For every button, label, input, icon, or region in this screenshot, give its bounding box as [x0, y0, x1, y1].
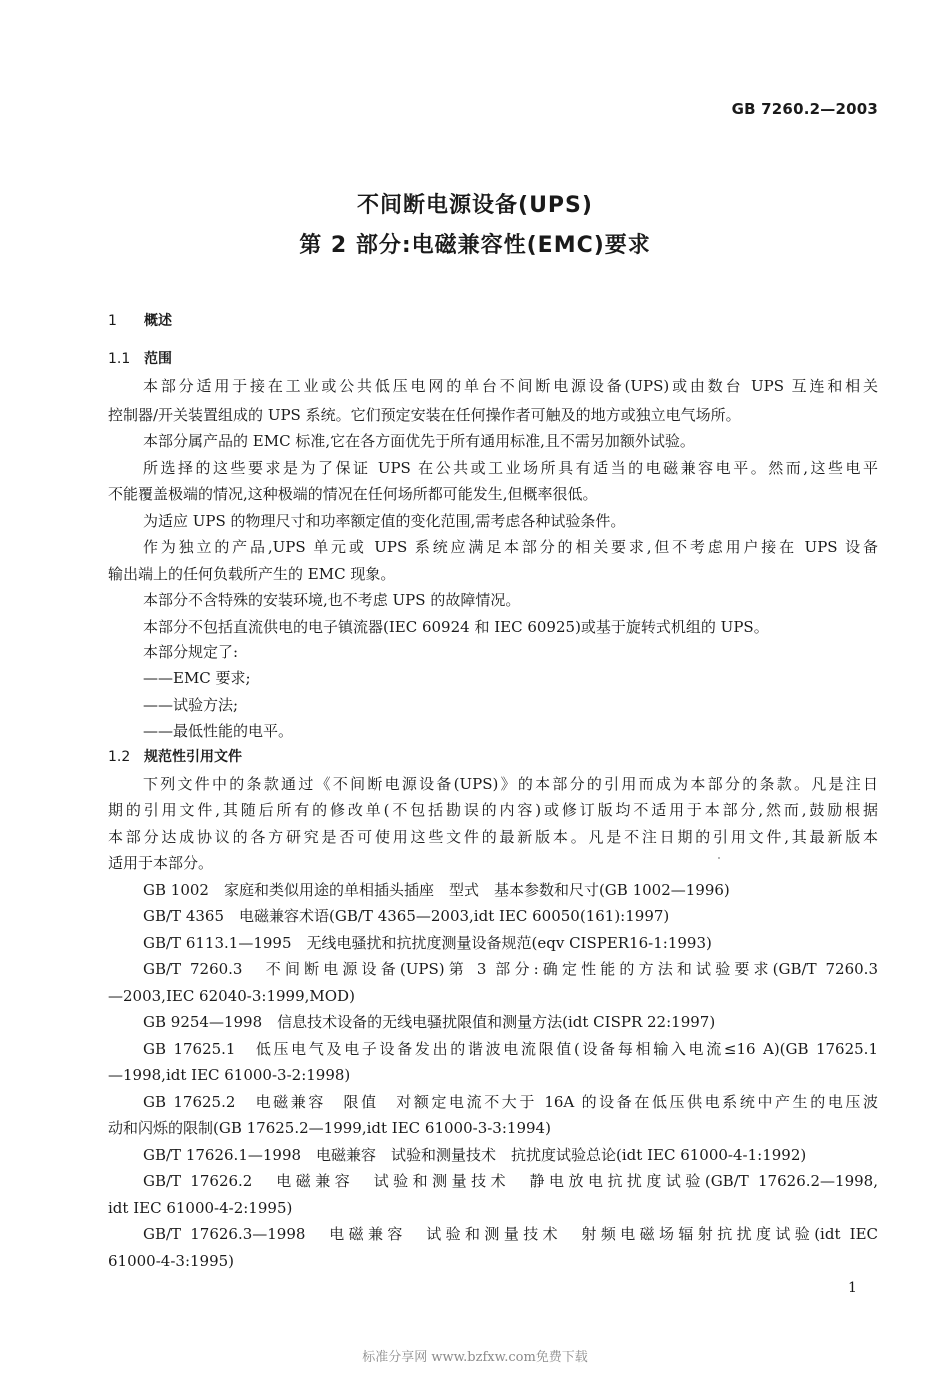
scan-speck [718, 857, 720, 859]
paragraph-line: 本部分适用于接在工业或公共低压电网的单台不间断电源设备(UPS)或由数台 UPS 互连和相关 [143, 377, 878, 395]
footer-watermark: 标准分享网 www.bzfxw.com免费下载 [362, 1350, 588, 1365]
section-heading [108, 311, 878, 331]
reference-line: GB/T 6113.1—1995 无线电骚扰和抗扰度测量设备规范(eqv CISPER16-1:1993) [143, 934, 712, 952]
section-title: 概述 [144, 313, 172, 329]
reference-line: GB 17625.2 电磁兼容 限值 对额定电流不大于 16A 的设备在低压供电系统中产生的电压波 [143, 1093, 878, 1111]
paragraph-line: 为适应 UPS 的物理尺寸和功率额定值的变化范围,需考虑各种试验条件。 [143, 512, 626, 530]
subsection-heading [108, 349, 878, 369]
subsection-number: 1.1 [108, 351, 131, 367]
reference-line: GB/T 4365 电磁兼容术语(GB/T 4365—2003,idt IEC 60050(161):1997) [143, 907, 670, 925]
paragraph-line: 输出端上的任何负载所产生的 EMC 现象。 [108, 565, 396, 583]
reference-line: GB/T 17626.1—1998 电磁兼容 试验和测量技术 抗扰度试验总论(idt IEC 61000-4-1:1992) [143, 1146, 807, 1164]
subsection-heading [108, 747, 878, 767]
subsection-title: 规范性引用文件 [144, 749, 242, 765]
dash-list-item: ——EMC 要求; [143, 669, 251, 687]
paragraph-line: 本部分规定了: [143, 643, 239, 661]
paragraph-line: 所选择的这些要求是为了保证 UPS 在公共或工业场所具有适当的电磁兼容电平。然而,这些电平 [143, 459, 878, 477]
paragraph-line: 控制器/开关装置组成的 UPS 系统。它们预定安装在任何操作者可触及的地方或独立电气场所。 [108, 406, 741, 424]
paragraph-line: 适用于本部分。 [108, 854, 214, 872]
paragraph-line: 作为独立的产品,UPS 单元或 UPS 系统应满足本部分的相关要求,但不考虑用户接在 UPS 设备 [143, 538, 878, 556]
paragraph-line: 不能覆盖极端的情况,这种极端的情况在任何场所都可能发生,但概率很低。 [108, 485, 598, 503]
document-title-line2: 第 2 部分:电磁兼容性(EMC)要求 [299, 233, 651, 258]
reference-line: GB 9254—1998 信息技术设备的无线电骚扰限值和测量方法(idt CISPR 22:1997) [143, 1013, 716, 1031]
page-number: 1 [848, 1280, 857, 1296]
paragraph-line: 本部分不包括直流供电的电子镇流器(IEC 60924 和 IEC 60925)或基于旋转式机组的 UPS。 [143, 618, 769, 636]
section-number: 1 [108, 313, 117, 329]
paragraph-line: 下列文件中的条款通过《不间断电源设备(UPS)》的本部分的引用而成为本部分的条款。凡是注日 [143, 775, 878, 793]
reference-line: —1998,idt IEC 61000-3-2:1998) [108, 1066, 351, 1084]
reference-line: 61000-4-3:1995) [108, 1252, 235, 1270]
reference-line: idt IEC 61000-4-2:1995) [108, 1199, 293, 1217]
dash-list-item: ——最低性能的电平。 [143, 722, 294, 740]
reference-line: GB 17625.1 低压电气及电子设备发出的谐波电流限值(设备每相输入电流≤16 A)(GB 17625.1 [143, 1040, 878, 1058]
reference-line: —2003,IEC 62040-3:1999,MOD) [108, 987, 355, 1005]
reference-line: GB/T 17626.2 电磁兼容 试验和测量技术 静电放电抗扰度试验(GB/T 17626.2—1998, [143, 1172, 878, 1190]
reference-line: GB/T 7260.3 不间断电源设备(UPS)第 3 部分:确定性能的方法和试验要求(GB/T 7260.3 [143, 960, 878, 978]
subsection-number: 1.2 [108, 749, 131, 765]
subsection-title: 范围 [144, 351, 172, 367]
dash-list-item: ——试验方法; [143, 696, 239, 714]
document-title-line1: 不间断电源设备(UPS) [357, 193, 593, 218]
paragraph-line: 本部分达成协议的各方研究是否可使用这些文件的最新版本。凡是不注日期的引用文件,其最新版本 [108, 828, 878, 846]
reference-line: GB/T 17626.3—1998 电磁兼容 试验和测量技术 射频电磁场辐射抗扰度试验(idt IEC [143, 1225, 878, 1243]
reference-line: GB 1002 家庭和类似用途的单相插头插座 型式 基本参数和尺寸(GB 1002—1996) [143, 881, 730, 899]
reference-line: 动和闪烁的限制(GB 17625.2—1999,idt IEC 61000-3-3:1994) [108, 1119, 551, 1137]
standard-number: GB 7260.2—2003 [731, 100, 878, 118]
paragraph-line: 本部分属产品的 EMC 标准,它在各方面优先于所有通用标准,且不需另加额外试验。 [143, 432, 695, 450]
paragraph-line: 期的引用文件,其随后所有的修改单(不包括勘误的内容)或修订版均不适用于本部分,然而,鼓励根据 [108, 801, 878, 819]
paragraph-line: 本部分不含特殊的安装环境,也不考虑 UPS 的故障情况。 [143, 591, 521, 609]
